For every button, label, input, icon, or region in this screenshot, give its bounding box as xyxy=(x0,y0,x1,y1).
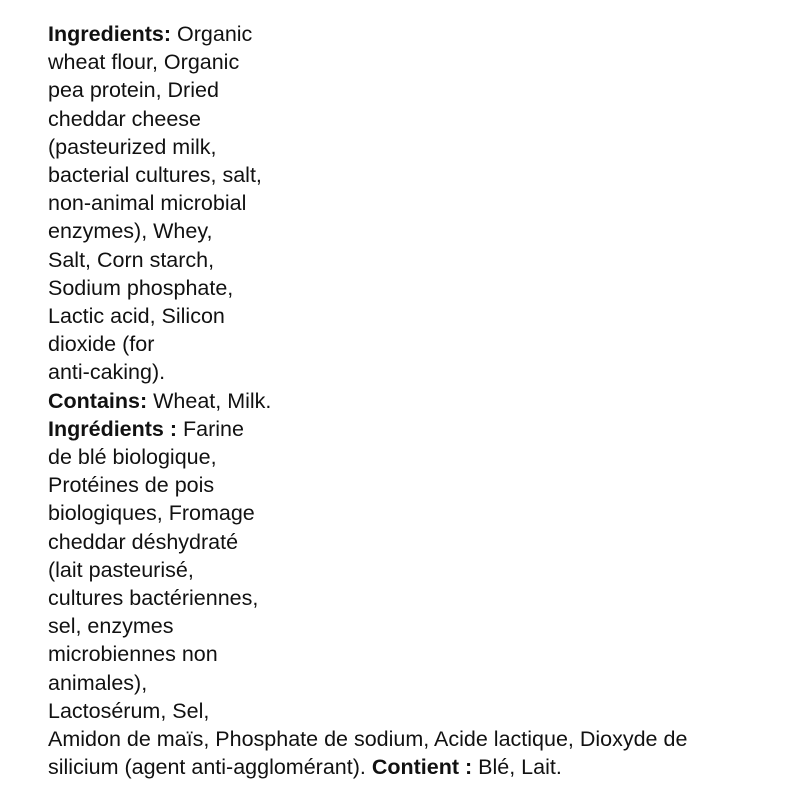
english-ingredients-line: enzymes), Whey, xyxy=(48,219,213,244)
french-ingredients-line: (lait pasteurisé, xyxy=(48,557,194,582)
french-ingredients-text: Farine xyxy=(177,416,244,441)
english-ingredients-text: Organic xyxy=(171,22,253,46)
english-ingredients-line: Sodium phosphate, xyxy=(48,275,234,300)
english-contains-line xyxy=(48,387,768,415)
ingredients-label xyxy=(48,20,768,781)
english-ingredients-line: bacterial cultures, salt, xyxy=(48,163,262,188)
english-ingredients-line: Lactic acid, Silicon xyxy=(48,304,225,329)
french-ingredients-line: de blé biologique, xyxy=(48,445,217,470)
english-ingredients-line: Salt, Corn starch, xyxy=(48,247,215,272)
french-contains-text: Blé, Lait. xyxy=(472,755,562,780)
english-ingredients-line: wheat flour, Organic xyxy=(48,50,240,75)
english-contains-text: Wheat, Milk. xyxy=(147,388,272,413)
french-ingredients-line: Amidon de maïs, Phosphate de sodium, Acide lactique, Dioxyde de xyxy=(48,727,688,752)
english-ingredients-line: anti-caking). xyxy=(48,360,166,385)
english-ingredients-line: pea protein, Dried xyxy=(48,78,219,103)
french-ingredients-line: cheddar déshydraté xyxy=(48,529,239,554)
french-ingredients-heading: Ingrédients : xyxy=(48,416,178,441)
english-ingredients-line: (pasteurized milk, xyxy=(48,134,217,159)
french-ingredients-text-end: silicium (agent anti-agglomérant). xyxy=(48,755,372,780)
french-ingredients-line: biologiques, Fromage xyxy=(48,501,255,526)
french-ingredients-line: microbiennes non xyxy=(48,642,218,667)
french-ingredients-line-1 xyxy=(48,415,768,443)
english-contains-heading: Contains: xyxy=(48,388,148,413)
french-ingredients-line: cultures bactériennes, xyxy=(48,586,259,611)
english-ingredients-line: cheddar cheese xyxy=(48,106,201,131)
french-ingredients-line: Protéines de pois xyxy=(48,473,215,498)
english-ingredients-heading: Ingredients: xyxy=(48,22,172,46)
french-final-line xyxy=(48,753,768,781)
english-ingredients-line-1 xyxy=(48,20,768,48)
english-ingredients-line: non-animal microbial xyxy=(48,191,247,216)
french-ingredients-line: animales), xyxy=(48,670,148,695)
english-ingredients-line: dioxide (for xyxy=(48,332,155,357)
french-ingredients-line: sel, enzymes xyxy=(48,614,174,639)
french-ingredients-line: Lactosérum, Sel, xyxy=(48,698,210,723)
french-contains-heading: Contient : xyxy=(371,755,473,780)
